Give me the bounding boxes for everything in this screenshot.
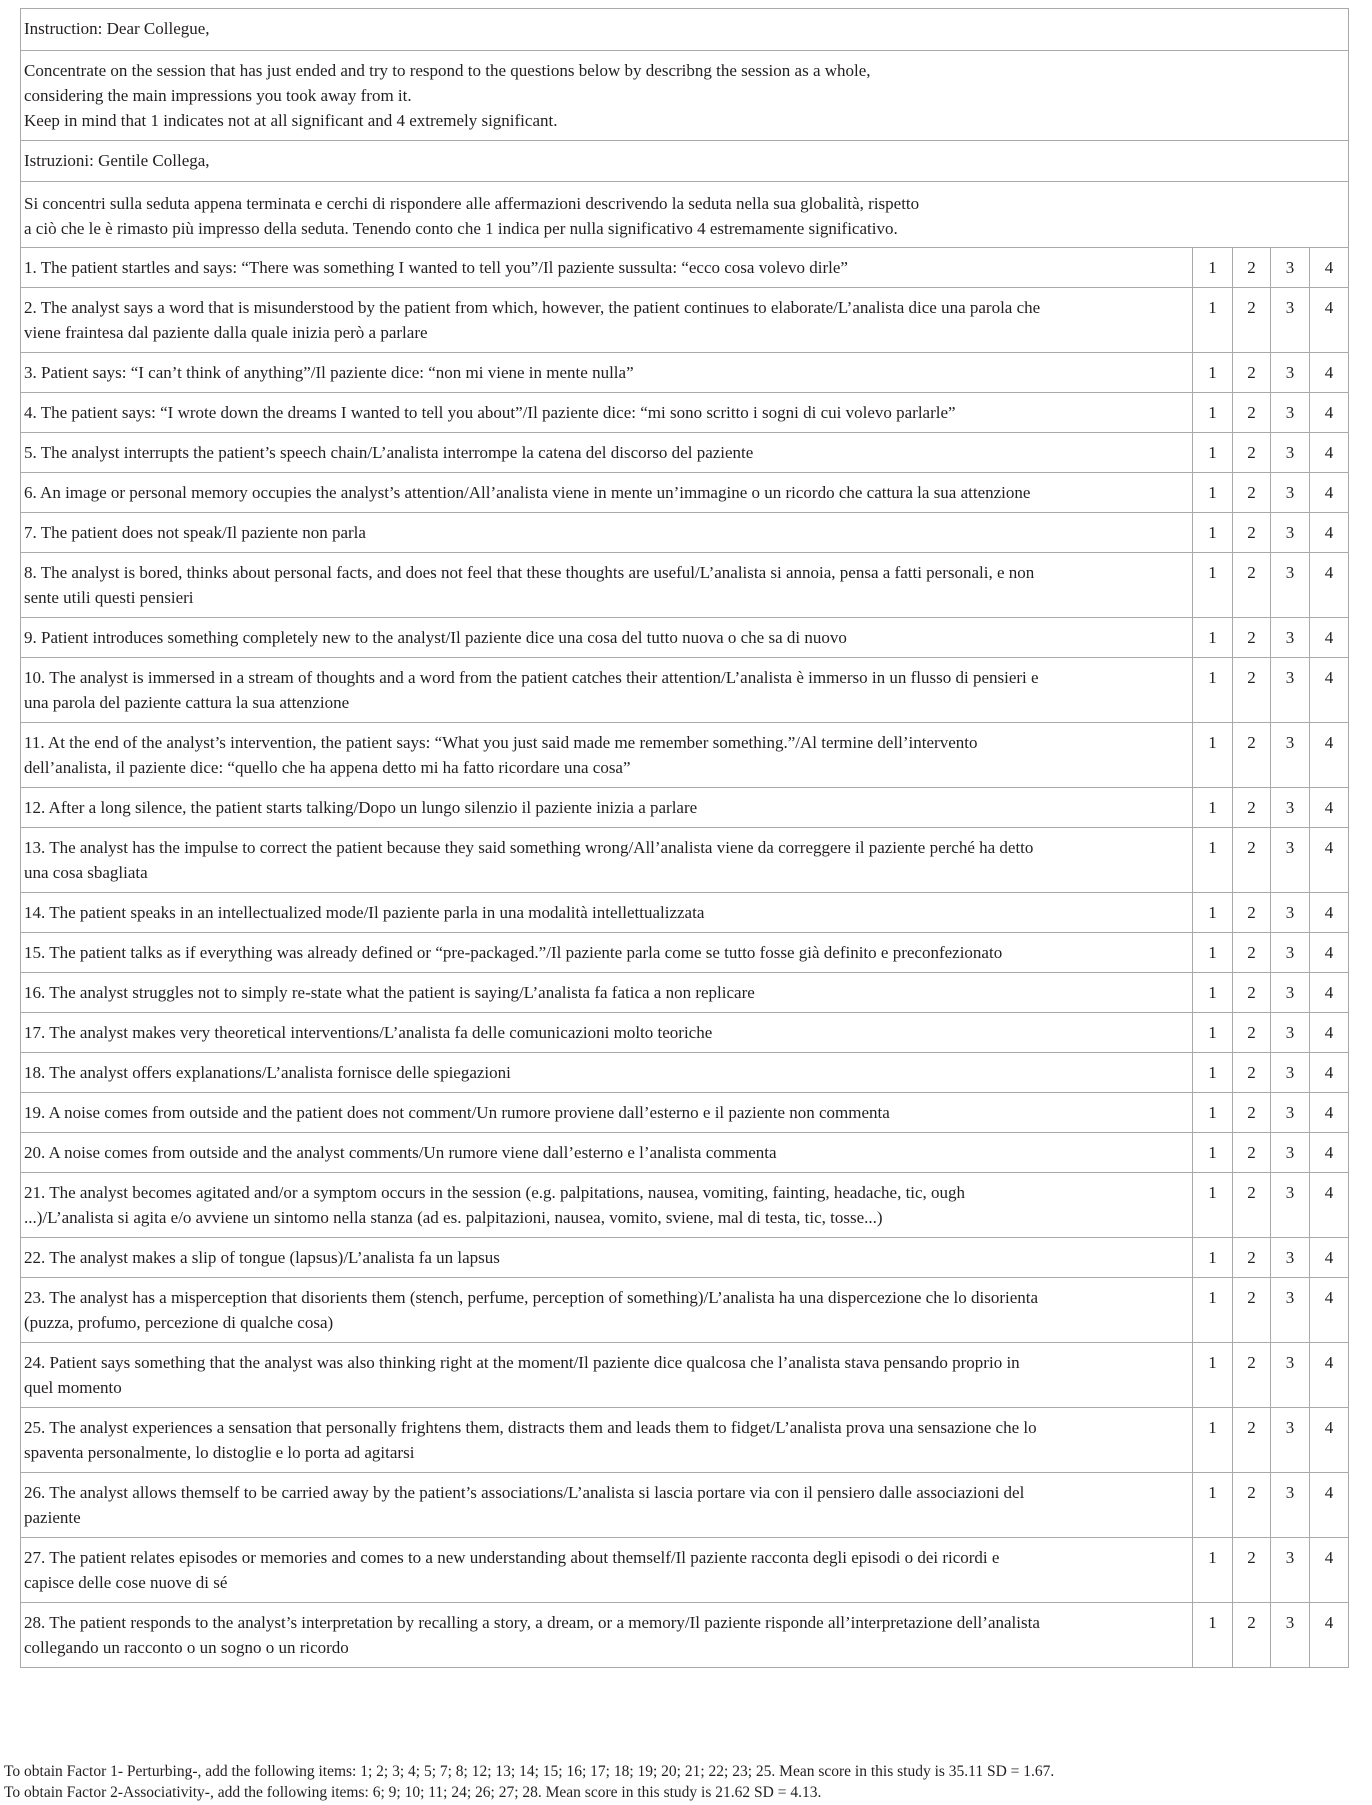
rating-option-3: 3 bbox=[1271, 1538, 1310, 1603]
item-text-line: 4. The patient says: “I wrote down the dreams I wanted to tell you about”/Il paziente dice: “mi sono scritto i sogni di cui volevo parlarle” bbox=[24, 403, 956, 422]
rating-option-4: 4 bbox=[1310, 1053, 1349, 1093]
rating-option-1: 1 bbox=[1193, 553, 1233, 618]
rating-option-3: 3 bbox=[1271, 1343, 1310, 1408]
rating-option-1: 1 bbox=[1193, 828, 1233, 893]
rating-option-3: 3 bbox=[1271, 1603, 1310, 1668]
instruction-en-heading: Instruction: Dear Collegue, bbox=[21, 9, 1349, 51]
item-text-line: 23. The analyst has a misperception that disorients them (stench, perfume, perception of something)/L’analista ha una dispercezione che lo disorienta bbox=[24, 1288, 1039, 1307]
item-text bbox=[21, 973, 1193, 1013]
instruction-en-line: considering the main impressions you took away from it. bbox=[24, 86, 412, 105]
item-text-line: 7. The patient does not speak/Il paziente non parla bbox=[24, 523, 366, 542]
rating-option-4: 4 bbox=[1310, 1133, 1349, 1173]
item-row bbox=[21, 513, 1349, 553]
rating-option-4: 4 bbox=[1310, 1173, 1349, 1238]
item-row bbox=[21, 1343, 1349, 1408]
item-text bbox=[21, 893, 1193, 933]
item-text-line: 2. The analyst says a word that is misunderstood by the patient from which, however, the patient continues to elaborate/L’analista dice una parola che bbox=[24, 298, 1041, 317]
instruction-en-heading-row bbox=[21, 9, 1349, 51]
item-text bbox=[21, 1238, 1193, 1278]
item-row bbox=[21, 353, 1349, 393]
item-row bbox=[21, 473, 1349, 513]
item-text bbox=[21, 1053, 1193, 1093]
item-text-line: 24. Patient says something that the analyst was also thinking right at the moment/Il paziente dice qualcosa che l’analista stava pensando proprio in bbox=[24, 1353, 1020, 1372]
rating-option-2: 2 bbox=[1233, 1278, 1271, 1343]
item-text bbox=[21, 618, 1193, 658]
rating-option-2: 2 bbox=[1233, 473, 1271, 513]
rating-option-4: 4 bbox=[1310, 1238, 1349, 1278]
rating-option-1: 1 bbox=[1193, 513, 1233, 553]
item-text-line: 9. Patient introduces something completely new to the analyst/Il paziente dice una cosa del tutto nuova o che sa di nuovo bbox=[24, 628, 847, 647]
instruction-en-line: Concentrate on the session that has just ended and try to respond to the questions below by describng the session as a whole, bbox=[24, 61, 871, 80]
item-text bbox=[21, 1093, 1193, 1133]
item-text-line: 14. The patient speaks in an intellectualized mode/Il paziente parla in una modalità intellettualizzata bbox=[24, 903, 705, 922]
rating-option-4: 4 bbox=[1310, 1408, 1349, 1473]
item-text bbox=[21, 1603, 1193, 1668]
item-text-line: spaventa personalmente, lo distoglie e lo porta ad agitarsi bbox=[24, 1443, 415, 1462]
rating-option-1: 1 bbox=[1193, 1538, 1233, 1603]
rating-option-3: 3 bbox=[1271, 1238, 1310, 1278]
rating-option-1: 1 bbox=[1193, 1013, 1233, 1053]
item-row bbox=[21, 1053, 1349, 1093]
rating-option-1: 1 bbox=[1193, 353, 1233, 393]
item-text-line: 22. The analyst makes a slip of tongue (lapsus)/L’analista fa un lapsus bbox=[24, 1248, 500, 1267]
item-text-line: una parola del paziente cattura la sua attenzione bbox=[24, 693, 350, 712]
item-text bbox=[21, 1408, 1193, 1473]
rating-option-4: 4 bbox=[1310, 1473, 1349, 1538]
rating-option-2: 2 bbox=[1233, 1408, 1271, 1473]
rating-option-1: 1 bbox=[1193, 248, 1233, 288]
rating-option-2: 2 bbox=[1233, 353, 1271, 393]
footnote-factor-2: To obtain Factor 2-Associativity-, add the following items: 6; 9; 10; 11; 24; 26; 27; 28. Mean score in this study is 21.62 SD = 4.13. bbox=[4, 1784, 822, 1801]
rating-option-3: 3 bbox=[1271, 553, 1310, 618]
rating-option-3: 3 bbox=[1271, 1093, 1310, 1133]
rating-option-1: 1 bbox=[1193, 1238, 1233, 1278]
rating-option-3: 3 bbox=[1271, 433, 1310, 473]
rating-option-3: 3 bbox=[1271, 933, 1310, 973]
item-row bbox=[21, 393, 1349, 433]
item-text-line: 25. The analyst experiences a sensation that personally frightens them, distracts them and leads them to fidget/L’analista prova una sensazione che lo bbox=[24, 1418, 1037, 1437]
instruction-en-line: Keep in mind that 1 indicates not at all significant and 4 extremely significant. bbox=[24, 111, 558, 130]
item-row bbox=[21, 658, 1349, 723]
rating-option-2: 2 bbox=[1233, 513, 1271, 553]
rating-option-1: 1 bbox=[1193, 473, 1233, 513]
rating-option-3: 3 bbox=[1271, 1053, 1310, 1093]
instruction-it-line: a ciò che le è rimasto più impresso della seduta. Tenendo conto che 1 indica per nulla significativo 4 estremamente significativo. bbox=[24, 219, 898, 238]
rating-option-2: 2 bbox=[1233, 1603, 1271, 1668]
rating-option-3: 3 bbox=[1271, 1473, 1310, 1538]
rating-option-2: 2 bbox=[1233, 1538, 1271, 1603]
item-text-line: dell’analista, il paziente dice: “quello che ha appena detto mi ha fatto ricordare una cosa” bbox=[24, 758, 631, 777]
item-row bbox=[21, 433, 1349, 473]
item-text bbox=[21, 393, 1193, 433]
instruction-en-body bbox=[21, 51, 1349, 141]
item-row bbox=[21, 973, 1349, 1013]
item-row bbox=[21, 288, 1349, 353]
item-text-line: ...)/L’analista si agita e/o avviene un sintomo nella stanza (ad es. palpitazioni, nausea, vomito, sviene, mal di testa, tic, tosse...) bbox=[24, 1208, 883, 1227]
item-text-line: 6. An image or personal memory occupies the analyst’s attention/All’analista viene in mente un’immagine o un ricordo che cattura la sua attenzione bbox=[24, 483, 1031, 502]
rating-option-4: 4 bbox=[1310, 893, 1349, 933]
item-text bbox=[21, 433, 1193, 473]
rating-option-4: 4 bbox=[1310, 1013, 1349, 1053]
rating-option-2: 2 bbox=[1233, 1173, 1271, 1238]
rating-option-3: 3 bbox=[1271, 1133, 1310, 1173]
item-text-line: una cosa sbagliata bbox=[24, 863, 148, 882]
item-row bbox=[21, 788, 1349, 828]
item-text-line: paziente bbox=[24, 1508, 81, 1527]
rating-option-4: 4 bbox=[1310, 553, 1349, 618]
rating-option-2: 2 bbox=[1233, 618, 1271, 658]
rating-option-1: 1 bbox=[1193, 723, 1233, 788]
item-text-line: 5. The analyst interrupts the patient’s speech chain/L’analista interrompe la catena del discorso del paziente bbox=[24, 443, 754, 462]
rating-option-1: 1 bbox=[1193, 1473, 1233, 1538]
rating-option-3: 3 bbox=[1271, 618, 1310, 658]
rating-option-1: 1 bbox=[1193, 618, 1233, 658]
rating-option-2: 2 bbox=[1233, 658, 1271, 723]
rating-option-1: 1 bbox=[1193, 1278, 1233, 1343]
rating-option-3: 3 bbox=[1271, 473, 1310, 513]
item-text-line: 8. The analyst is bored, thinks about personal facts, and does not feel that these thoughts are useful/L’analista si annoia, pensa a fatti personali, e non bbox=[24, 563, 1035, 582]
footnote-factor-1: To obtain Factor 1- Perturbing-, add the following items: 1; 2; 3; 4; 5; 7; 8; 12; 13; 14; 15; 16; 17; 18; 19; 20; 21; 22; 23; 25. Mean score in this study is 35.11 SD = 1.67. bbox=[4, 1763, 1055, 1780]
rating-option-1: 1 bbox=[1193, 1343, 1233, 1408]
item-text bbox=[21, 353, 1193, 393]
instruction-it-body bbox=[21, 182, 1349, 248]
instruction-it-heading: Istruzioni: Gentile Collega, bbox=[21, 141, 1349, 182]
item-text-line: 27. The patient relates episodes or memories and comes to a new understanding about themself/Il paziente racconta degli episodi o dei ricordi e bbox=[24, 1548, 1000, 1567]
rating-option-3: 3 bbox=[1271, 658, 1310, 723]
rating-option-3: 3 bbox=[1271, 513, 1310, 553]
questionnaire-table bbox=[20, 8, 1349, 1668]
rating-option-2: 2 bbox=[1233, 288, 1271, 353]
item-row bbox=[21, 1408, 1349, 1473]
item-text-line: 18. The analyst offers explanations/L’analista fornisce delle spiegazioni bbox=[24, 1063, 511, 1082]
item-text bbox=[21, 1133, 1193, 1173]
item-text-line: 10. The analyst is immersed in a stream of thoughts and a word from the patient catches their attention/L’analista è immerso in un flusso di pensieri e bbox=[24, 668, 1039, 687]
item-text bbox=[21, 723, 1193, 788]
rating-option-4: 4 bbox=[1310, 1093, 1349, 1133]
rating-option-2: 2 bbox=[1233, 433, 1271, 473]
rating-option-1: 1 bbox=[1193, 433, 1233, 473]
rating-option-2: 2 bbox=[1233, 248, 1271, 288]
rating-option-2: 2 bbox=[1233, 1343, 1271, 1408]
item-text-line: 16. The analyst struggles not to simply re-state what the patient is saying/L’analista fa fatica a non replicare bbox=[24, 983, 755, 1002]
item-row bbox=[21, 553, 1349, 618]
item-text-line: 15. The patient talks as if everything was already defined or “pre-packaged.”/Il paziente parla come se tutto fosse già definito e preconfezionato bbox=[24, 943, 1003, 962]
rating-option-3: 3 bbox=[1271, 828, 1310, 893]
item-text-line: 3. Patient says: “I can’t think of anything”/Il paziente dice: “non mi viene in mente nulla” bbox=[24, 363, 634, 382]
item-text bbox=[21, 828, 1193, 893]
rating-option-2: 2 bbox=[1233, 1013, 1271, 1053]
rating-option-1: 1 bbox=[1193, 788, 1233, 828]
instruction-en-body-row bbox=[21, 51, 1349, 141]
rating-option-4: 4 bbox=[1310, 473, 1349, 513]
rating-option-2: 2 bbox=[1233, 1238, 1271, 1278]
item-text bbox=[21, 1013, 1193, 1053]
item-row bbox=[21, 893, 1349, 933]
item-text-line: viene fraintesa dal paziente dalla quale inizia però a parlare bbox=[24, 323, 428, 342]
item-text bbox=[21, 553, 1193, 618]
rating-option-3: 3 bbox=[1271, 353, 1310, 393]
rating-option-3: 3 bbox=[1271, 893, 1310, 933]
rating-option-4: 4 bbox=[1310, 723, 1349, 788]
item-text bbox=[21, 1173, 1193, 1238]
item-row bbox=[21, 1473, 1349, 1538]
item-text-line: 1. The patient startles and says: “There was something I wanted to tell you”/Il paziente sussulta: “ecco cosa volevo dirle” bbox=[24, 258, 848, 277]
item-text-line: 20. A noise comes from outside and the analyst comments/Un rumore viene dall’esterno e l’analista commenta bbox=[24, 1143, 777, 1162]
rating-option-2: 2 bbox=[1233, 393, 1271, 433]
rating-option-4: 4 bbox=[1310, 933, 1349, 973]
item-text-line: sente utili questi pensieri bbox=[24, 588, 194, 607]
rating-option-4: 4 bbox=[1310, 788, 1349, 828]
item-row bbox=[21, 1603, 1349, 1668]
rating-option-4: 4 bbox=[1310, 1603, 1349, 1668]
rating-option-4: 4 bbox=[1310, 1343, 1349, 1408]
item-text bbox=[21, 1473, 1193, 1538]
rating-option-2: 2 bbox=[1233, 1473, 1271, 1538]
rating-option-1: 1 bbox=[1193, 933, 1233, 973]
item-text-line: 28. The patient responds to the analyst’s interpretation by recalling a story, a dream, or a memory/Il paziente risponde all’interpretazione dell’analista bbox=[24, 1613, 1040, 1632]
rating-option-2: 2 bbox=[1233, 973, 1271, 1013]
rating-option-1: 1 bbox=[1193, 1093, 1233, 1133]
item-row bbox=[21, 1093, 1349, 1133]
item-row bbox=[21, 1538, 1349, 1603]
item-text-line: 12. After a long silence, the patient starts talking/Dopo un lungo silenzio il paziente inizia a parlare bbox=[24, 798, 698, 817]
item-text bbox=[21, 933, 1193, 973]
rating-option-3: 3 bbox=[1271, 1013, 1310, 1053]
rating-option-2: 2 bbox=[1233, 933, 1271, 973]
item-row bbox=[21, 828, 1349, 893]
item-row bbox=[21, 618, 1349, 658]
item-text-line: quel momento bbox=[24, 1378, 122, 1397]
item-row bbox=[21, 1173, 1349, 1238]
rating-option-4: 4 bbox=[1310, 433, 1349, 473]
item-row bbox=[21, 1133, 1349, 1173]
rating-option-3: 3 bbox=[1271, 248, 1310, 288]
item-text bbox=[21, 288, 1193, 353]
rating-option-2: 2 bbox=[1233, 723, 1271, 788]
item-text bbox=[21, 248, 1193, 288]
rating-option-3: 3 bbox=[1271, 393, 1310, 433]
rating-option-4: 4 bbox=[1310, 353, 1349, 393]
rating-option-3: 3 bbox=[1271, 1408, 1310, 1473]
item-row bbox=[21, 1238, 1349, 1278]
rating-option-3: 3 bbox=[1271, 1173, 1310, 1238]
instruction-it-line: Si concentri sulla seduta appena terminata e cerchi di rispondere alle affermazioni descrivendo la seduta nella sua globalità, rispetto bbox=[24, 194, 920, 213]
rating-option-1: 1 bbox=[1193, 1408, 1233, 1473]
rating-option-1: 1 bbox=[1193, 893, 1233, 933]
item-row bbox=[21, 933, 1349, 973]
item-text bbox=[21, 658, 1193, 723]
rating-option-1: 1 bbox=[1193, 1603, 1233, 1668]
rating-option-4: 4 bbox=[1310, 513, 1349, 553]
rating-option-2: 2 bbox=[1233, 553, 1271, 618]
rating-option-3: 3 bbox=[1271, 788, 1310, 828]
instruction-it-heading-row bbox=[21, 141, 1349, 182]
rating-option-3: 3 bbox=[1271, 723, 1310, 788]
item-row bbox=[21, 1013, 1349, 1053]
rating-option-1: 1 bbox=[1193, 658, 1233, 723]
rating-option-4: 4 bbox=[1310, 618, 1349, 658]
rating-option-3: 3 bbox=[1271, 288, 1310, 353]
item-text-line: (puzza, profumo, percezione di qualche cosa) bbox=[24, 1313, 334, 1332]
item-text-line: 19. A noise comes from outside and the patient does not comment/Un rumore proviene dall’esterno e il paziente non commenta bbox=[24, 1103, 890, 1122]
rating-option-2: 2 bbox=[1233, 1053, 1271, 1093]
item-text bbox=[21, 1343, 1193, 1408]
item-text-line: 26. The analyst allows themself to be carried away by the patient’s associations/L’analista si lascia portare via con il pensiero dalle associazioni del bbox=[24, 1483, 1025, 1502]
rating-option-4: 4 bbox=[1310, 658, 1349, 723]
item-text-line: 17. The analyst makes very theoretical interventions/L’analista fa delle comunicazioni molto teoriche bbox=[24, 1023, 713, 1042]
rating-option-4: 4 bbox=[1310, 1538, 1349, 1603]
item-text bbox=[21, 513, 1193, 553]
item-text-line: 11. At the end of the analyst’s intervention, the patient says: “What you just said made me remember something.”/Al termine dell’intervento bbox=[24, 733, 978, 752]
instruction-it-body-row bbox=[21, 182, 1349, 248]
rating-option-1: 1 bbox=[1193, 1173, 1233, 1238]
rating-option-2: 2 bbox=[1233, 893, 1271, 933]
rating-option-4: 4 bbox=[1310, 973, 1349, 1013]
rating-option-4: 4 bbox=[1310, 828, 1349, 893]
rating-option-4: 4 bbox=[1310, 1278, 1349, 1343]
item-row bbox=[21, 1278, 1349, 1343]
rating-option-1: 1 bbox=[1193, 1133, 1233, 1173]
item-row bbox=[21, 248, 1349, 288]
item-text-line: 13. The analyst has the impulse to correct the patient because they said something wrong/All’analista viene da correggere il paziente perché ha detto bbox=[24, 838, 1034, 857]
rating-option-2: 2 bbox=[1233, 828, 1271, 893]
item-text-line: collegando un racconto o un sogno o un ricordo bbox=[24, 1638, 349, 1657]
rating-option-4: 4 bbox=[1310, 393, 1349, 433]
rating-option-2: 2 bbox=[1233, 1093, 1271, 1133]
item-text bbox=[21, 1278, 1193, 1343]
rating-option-2: 2 bbox=[1233, 1133, 1271, 1173]
item-text bbox=[21, 788, 1193, 828]
questionnaire-body bbox=[21, 9, 1349, 1668]
rating-option-1: 1 bbox=[1193, 288, 1233, 353]
rating-option-4: 4 bbox=[1310, 248, 1349, 288]
item-text-line: 21. The analyst becomes agitated and/or a symptom occurs in the session (e.g. palpitations, nausea, vomiting, fainting, headache, tic, ough bbox=[24, 1183, 966, 1202]
rating-option-1: 1 bbox=[1193, 1053, 1233, 1093]
rating-option-2: 2 bbox=[1233, 788, 1271, 828]
rating-option-1: 1 bbox=[1193, 393, 1233, 433]
item-row bbox=[21, 723, 1349, 788]
rating-option-4: 4 bbox=[1310, 288, 1349, 353]
rating-option-1: 1 bbox=[1193, 973, 1233, 1013]
item-text bbox=[21, 1538, 1193, 1603]
item-text-line: capisce delle cose nuove di sé bbox=[24, 1573, 228, 1592]
rating-option-3: 3 bbox=[1271, 973, 1310, 1013]
rating-option-3: 3 bbox=[1271, 1278, 1310, 1343]
item-text bbox=[21, 473, 1193, 513]
